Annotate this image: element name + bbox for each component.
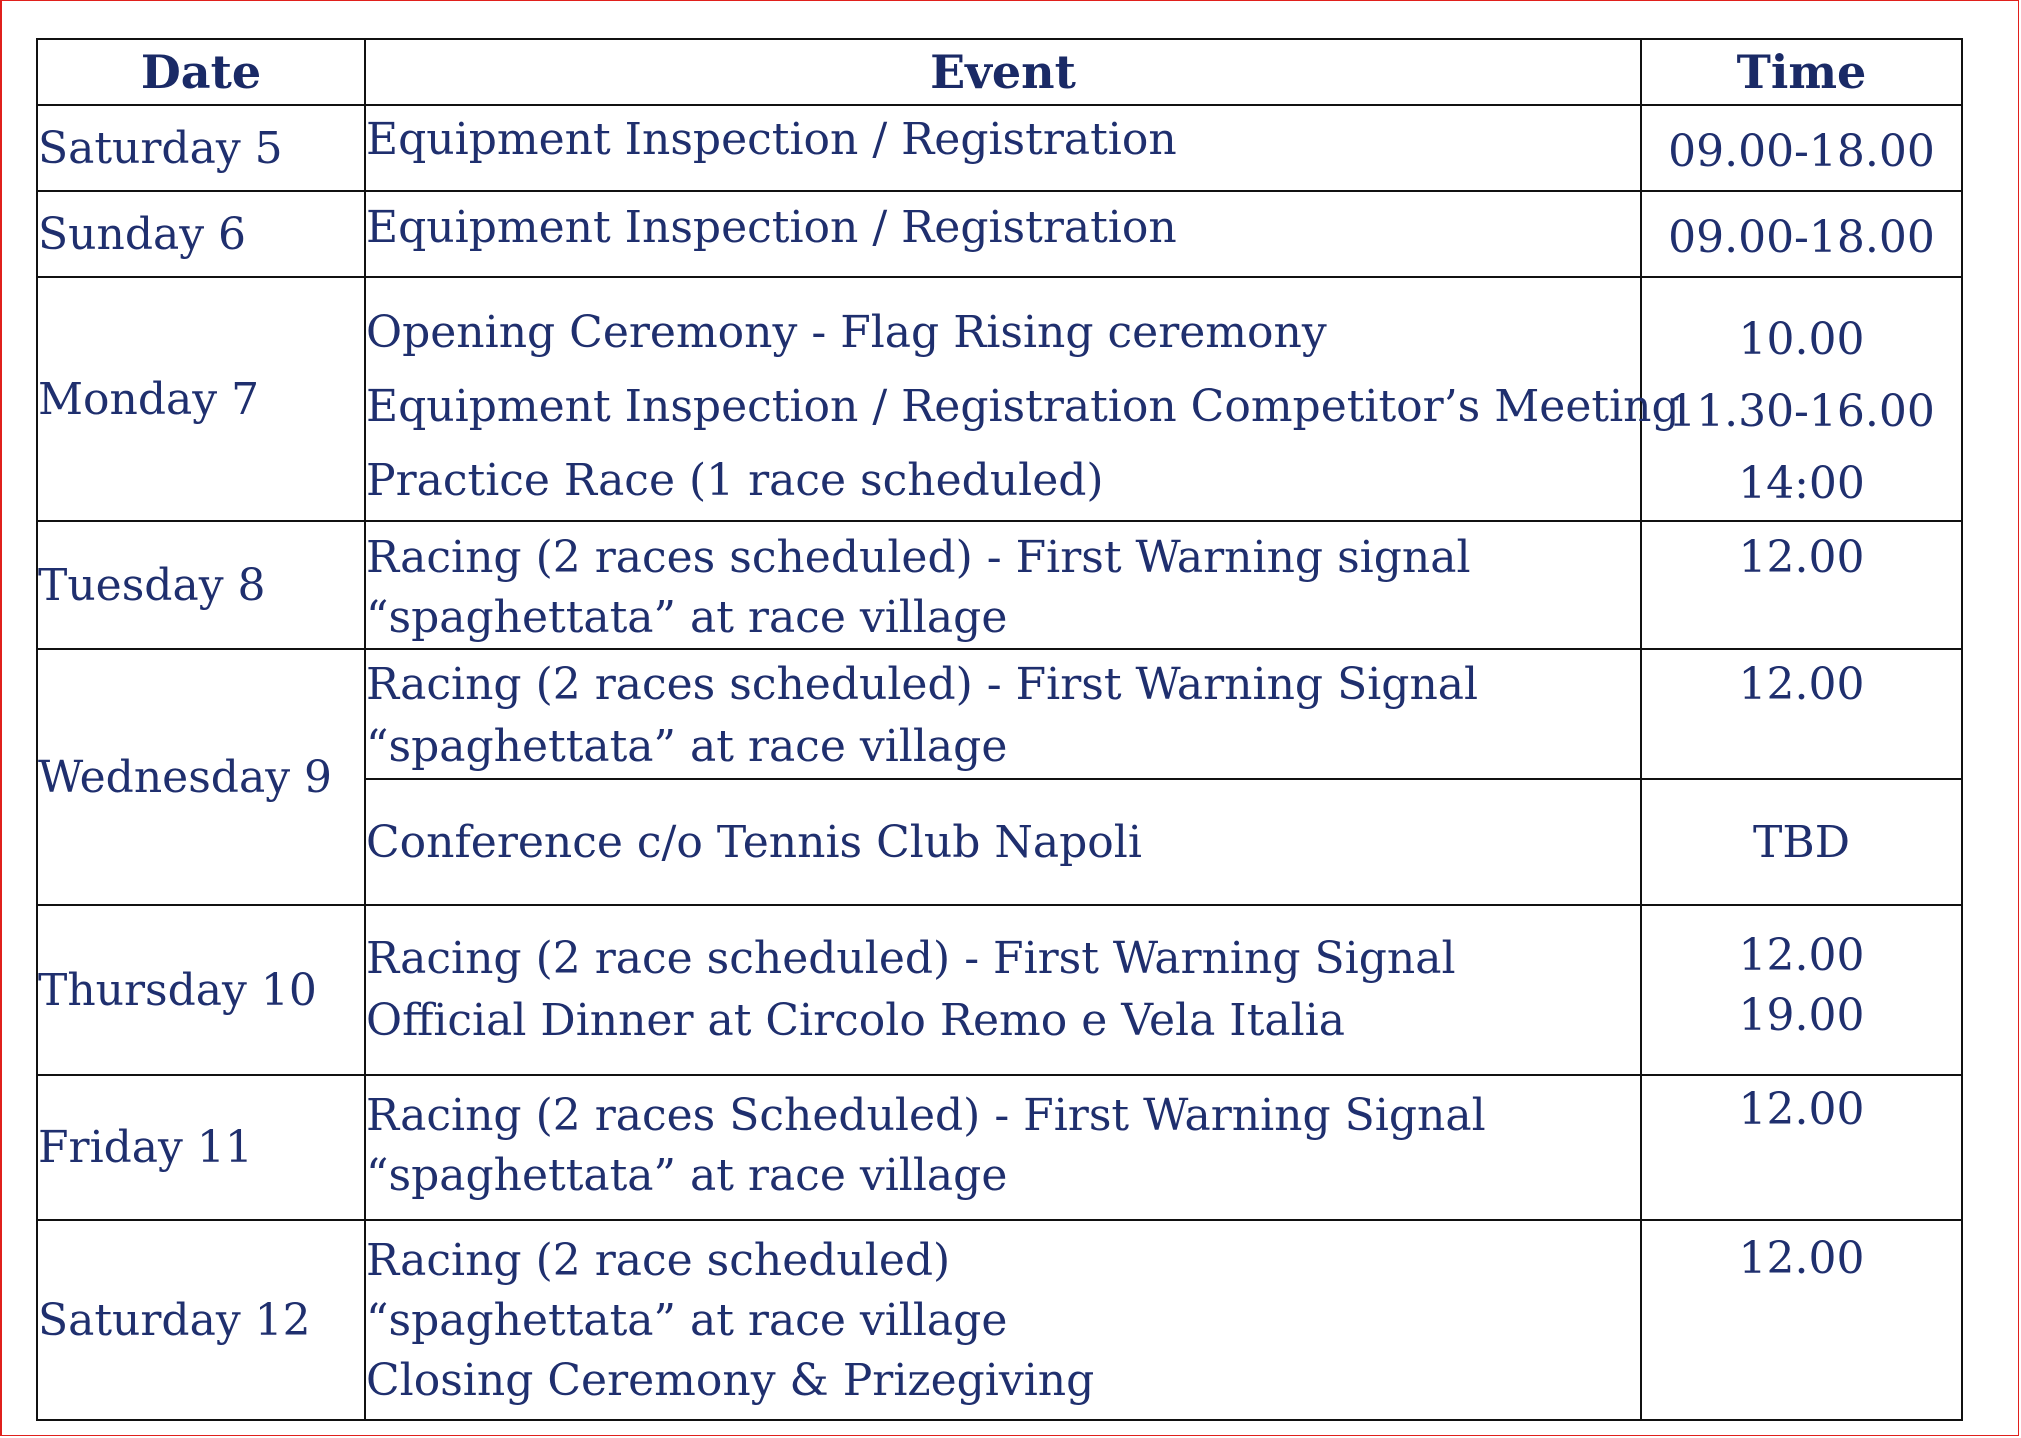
event-cell	[365, 779, 1641, 905]
time-cell	[1641, 1220, 1962, 1420]
event-line: Racing (2 race scheduled)	[366, 1235, 951, 1286]
event-line: Equipment Inspection / Registration	[366, 114, 1177, 165]
date-cell: Friday 11	[37, 1075, 365, 1220]
time-line: 12.00	[1738, 1233, 1865, 1284]
event-cell	[365, 905, 1641, 1075]
event-cell	[365, 1220, 1641, 1420]
event-line: Opening Ceremony - Flag Rising ceremony	[366, 307, 1327, 358]
header-date: Date	[37, 39, 365, 105]
table-row	[37, 1075, 1962, 1220]
event-cell	[365, 191, 1641, 277]
event-line: Equipment Inspection / Registration Competitor’s Meeting	[366, 381, 1680, 432]
date-cell: Saturday 5	[37, 105, 365, 191]
event-line: Equipment Inspection / Registration	[366, 202, 1177, 253]
time-cell	[1641, 277, 1962, 521]
time-line: 09.00-18.00	[1668, 212, 1935, 263]
time-cell	[1641, 905, 1962, 1075]
event-line: “spaghettata” at race village	[366, 1150, 1008, 1201]
header-row	[37, 39, 1962, 105]
event-cell	[365, 105, 1641, 191]
event-line: Racing (2 races scheduled) - First Warning signal	[366, 532, 1471, 583]
time-line: 12.00	[1738, 1084, 1865, 1135]
header-time: Time	[1641, 39, 1962, 105]
schedule-table	[36, 38, 1963, 1421]
event-cell	[365, 521, 1641, 649]
table-row	[37, 1220, 1962, 1420]
date-cell: Monday 7	[37, 277, 365, 521]
table-row	[37, 191, 1962, 277]
time-line: 12.00	[1738, 659, 1865, 710]
table-row	[37, 521, 1962, 649]
event-line: “spaghettata” at race village	[366, 1295, 1008, 1346]
event-cell	[365, 277, 1680, 521]
event-line: Racing (2 race scheduled) - First Warning Signal	[366, 933, 1456, 984]
event-cell	[365, 649, 1641, 779]
table-row	[37, 649, 1962, 779]
event-line: “spaghettata” at race village	[366, 592, 1008, 643]
time-line: 12.00	[1738, 532, 1865, 583]
date-cell: Sunday 6	[37, 191, 365, 277]
time-cell	[1641, 649, 1962, 779]
event-line: Closing Ceremony & Prizegiving	[366, 1355, 1095, 1406]
time-cell	[1641, 105, 1962, 191]
time-line: 12.00	[1738, 930, 1865, 981]
date-cell: Saturday 12	[37, 1220, 365, 1420]
table-row	[37, 105, 1962, 191]
table-row	[37, 277, 1962, 521]
date-cell: Wednesday 9	[37, 649, 365, 905]
event-line: Racing (2 races Scheduled) - First Warning Signal	[366, 1090, 1486, 1141]
time-line: 14:00	[1738, 458, 1865, 509]
time-line: 11.30-16.00	[1668, 386, 1935, 437]
date-cell: Thursday 10	[37, 905, 365, 1075]
event-cell	[365, 1075, 1641, 1220]
time-line: 19.00	[1738, 990, 1865, 1041]
time-cell	[1641, 1075, 1962, 1220]
event-line: Racing (2 races scheduled) - First Warning Signal	[366, 659, 1479, 710]
event-line: Conference c/o Tennis Club Napoli	[366, 816, 1142, 868]
date-cell: Tuesday 8	[37, 521, 365, 649]
table-row	[37, 905, 1962, 1075]
time-cell	[1641, 521, 1962, 649]
event-line: Practice Race (1 race scheduled)	[366, 455, 1104, 506]
event-line: Official Dinner at Circolo Remo e Vela Italia	[366, 995, 1345, 1046]
time-cell	[1641, 779, 1962, 905]
time-line: 09.00-18.00	[1668, 126, 1935, 177]
header-event: Event	[365, 39, 1641, 105]
time-line: 10.00	[1738, 314, 1865, 365]
time-line: TBD	[1753, 816, 1850, 868]
time-cell	[1641, 191, 1962, 277]
event-line: “spaghettata” at race village	[366, 721, 1008, 772]
